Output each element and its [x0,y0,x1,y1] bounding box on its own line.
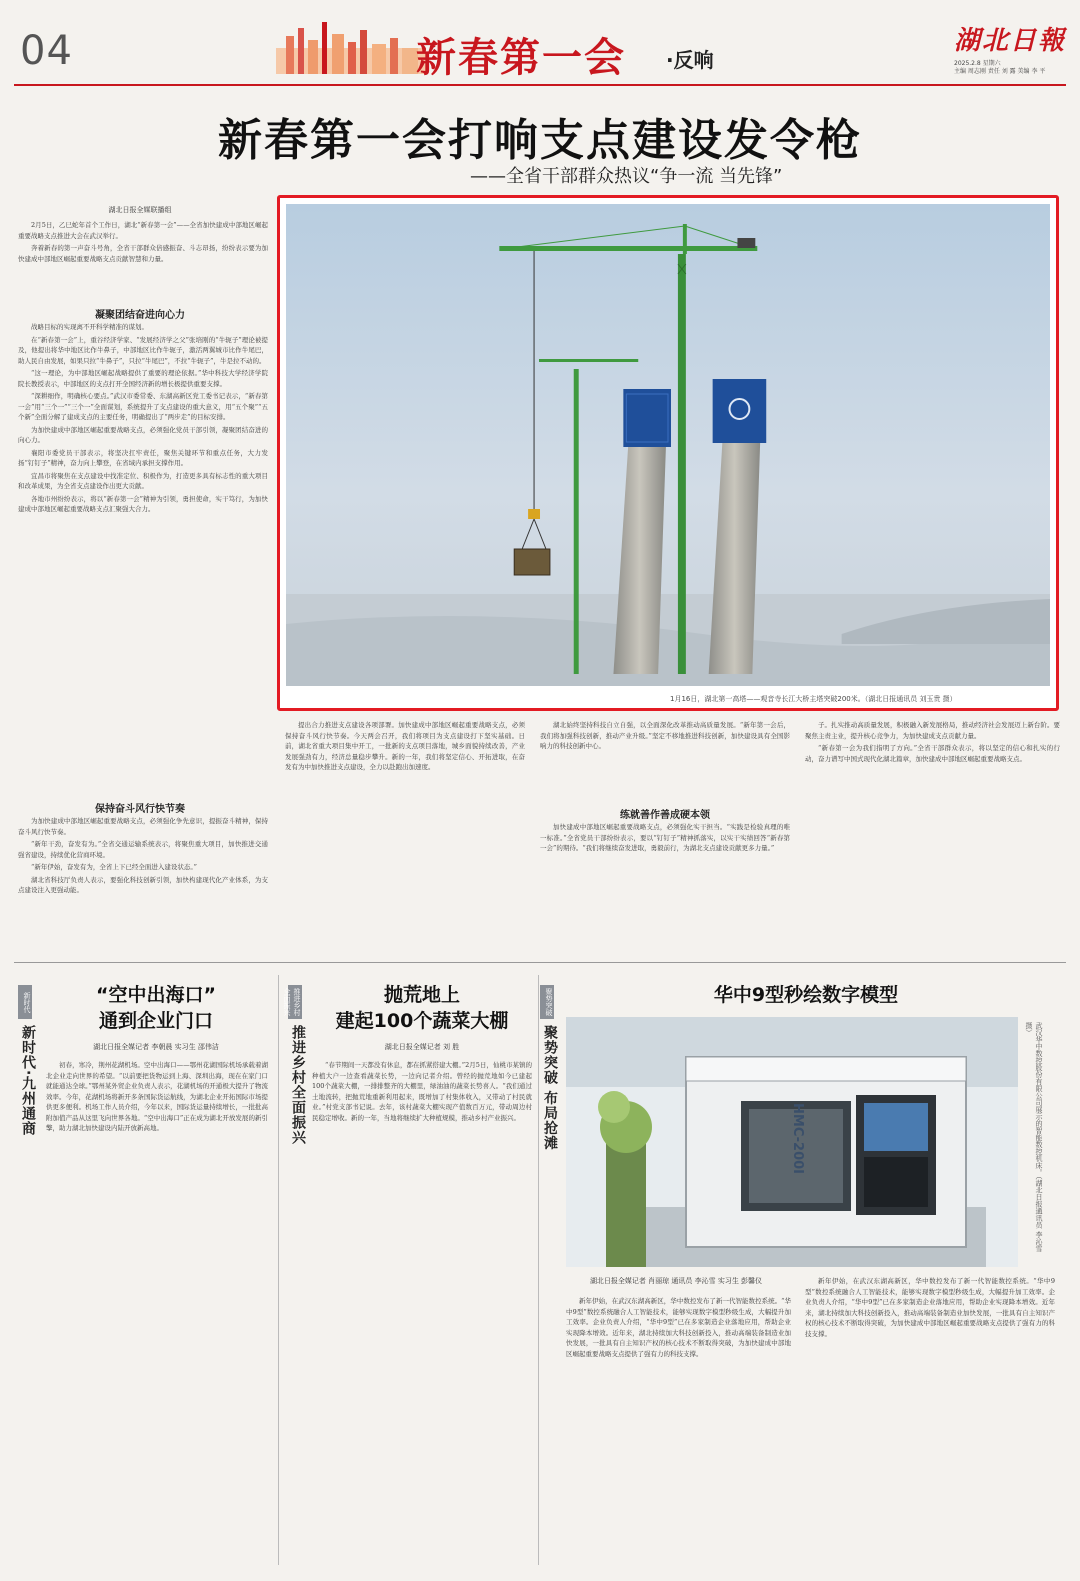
paragraph: 战略目标的实现离不开科学精准的谋划。 [31,323,148,331]
story-section-title: 聚势突破 布局抢滩 [542,1025,558,1151]
section-tag: 聚势突破 [540,985,554,1019]
photo-caption: 武汉华中数控股份有限公司展示的智能数控机床。（湖北日报通讯员 李沁雪 摄） [1025,1022,1043,1252]
story-section-title: 新时代·九州通商 [20,1025,36,1137]
story-byline: 湖北日报全媒记者 刘 胜 [384,1043,460,1051]
story-section-title: 推进乡村全面振兴 [290,1025,306,1145]
section-heading: 凝聚团结奋进向心力 [95,310,185,321]
title-line: “空中出海口” [96,984,216,1006]
paragraph: 湖北省科技厅负责人表示，要强化科技创新引领，加快构建现代化产业体系，为支点建设注入更强动能。 [18,875,268,894]
hero-caption: 1月16日，湖北第一高塔——观音寺长江大桥主塔突破200米。（湖北日报通讯员 刘玉贵 摄） [670,695,957,703]
left-byline: 湖北日报全媒联播组 [108,206,172,214]
section-tag: 推进乡村全面振兴 [288,985,302,1019]
paragraph: 提出合力推进支点建设各项部署。加快建成中部地区崛起重要战略支点，必须保持奋斗风行快节奏。今天两会召开，我们将项目为支点建设打下坚实基础。日前，湖北省重大项目集中开工，一批新的支点项目落地，城乡面貌持续改善，产业发展强劲有力，经济总量稳步攀升。新的一年，我们将坚定信心、开拓进取，在奋发有为中加快推进支点建设，全力以赴跑出加速度。 [285,721,525,771]
paragraph: 各地市州纷纷表示，将以“新春第一会”精神为引领，勇担使命，实干笃行，为加快建成中部地区崛起重要战略支点汇聚强大合力。 [18,494,268,513]
paragraph: “深耕细作，明确核心要点。”武汉市委常委、东湖高新区党工委书记表示，“新春第一会”用“三个一”“三个一”全面谋划，系统提升了支点建设的重大意义，用“五个聚”“五个新”全面分解了建成支点的主要任务，明确提出了“两步走”的目标安排。 [18,392,268,421]
column-divider [278,975,279,1565]
paragraph: “春节期间一天都没有休息，都在抓紧搭建大棚。”2月5日，仙桃市某镇的种植大户一边查看蔬菜长势，一边向记者介绍。曾经的抛荒地如今已建起100个蔬菜大棚，一排排整齐的大棚里，绿油油的蔬菜长势喜人。“我们通过土地流转，把抛荒地重新利用起来，既增加了村集体收入，又带动了村民就业。”村党支部书记说。去年，该村蔬菜大棚实现产值数百万元，带动周边村民稳定增收。新的一年，当地将继续扩大种植规模，推动乡村产业振兴。 [312,1061,532,1122]
story-body [46,1060,268,1560]
cnc-machine-photo [566,1017,1018,1267]
bridge-tower-illustration [286,204,1050,686]
page-number: 04 [20,28,73,74]
paragraph: 2月5日，乙巳蛇年首个工作日，湖北“新春第一会”——全省加快建成中部地区崛起重要战略支点推进大会在武汉举行。 [18,221,268,240]
mid-column-3 [805,720,1060,956]
story-body-continued [805,1276,1055,1560]
section-heading: 保持奋斗风行快节奏 [95,804,185,815]
mid-column-1 [285,720,525,956]
left-intro [18,220,268,300]
story-byline: 湖北日报全媒记者 李朝晨 实习生 邵伟洁 [93,1043,219,1051]
title-line: 通到企业门口 [98,1010,213,1032]
banner-title: 新春第一会 [416,35,626,81]
paragraph: 为加快建成中部地区崛起重要战略支点，必须强化党员干部引领，凝聚团结奋进的向心力。 [18,425,268,444]
section-heading: 练就善作善成硬本领 [620,810,710,821]
left-body-1 [18,322,268,792]
paragraph: “这一理论，为中部地区崛起战略提供了重要的理论依据。”华中科技大学经济学院院长教授表示，中部地区的支点打开全国经济新的增长极提供重要支撑。 [18,369,268,388]
story-title [312,982,532,1034]
masthead-date [954,60,1064,76]
paragraph: 在“新春第一会”上，重谷经济学家、“发展经济学之父”张培刚的“牛轭子”理论被提及，他提出将华中地区比作牛鼻子，中部地区比作牛轭子，激活两翼城市比作牛尾巴，助人民自由发展，如果只拉“牛鼻子”，只拉“牛尾巴”，不拉“牛轭子”，牛是拉不动的。 [18,335,268,365]
section-tag: 新时代 [18,985,32,1019]
story-body [312,1060,532,1560]
masthead-rule [14,84,1066,86]
paragraph: 加快建成中部地区崛起重要战略支点，必须强化实干担当。“实践是检验真理的唯一标准。”全省党员干部纷纷表示，要以“钉钉子”精神抓落实，以实干实绩回答“新春第一会”的期待。“我们将继续奋发进取，勇毅前行，为湖北支点建设贡献更多力量。” [540,823,790,852]
editors-line: 主编 周志刚 责任 刘 露 美编 李 平 [954,68,1046,75]
paragraph: 子。扎实推动高质量发展，积极融入新发展格局，推动经济社会发展迈上新台阶。要聚焦主责主业，提升核心竞争力，为加快建成支点贡献力量。 [805,721,1060,740]
paragraph: “新春第一会为我们指明了方向。”全省干部群众表示，将以坚定的信心和扎实的行动，奋力谱写中国式现代化湖北篇章，加快建成中部地区崛起重要战略支点。 [805,744,1060,763]
paragraph: “新年伊始，奋发有为，全省上下已经全面进入建设状态。” [31,863,197,871]
title-line: 建起100个蔬菜大棚 [335,1010,509,1032]
skyline-graphic [276,18,426,74]
paragraph: 新年伊始，在武汉东湖高新区，华中数控发布了新一代智能数控系统。“华中9型”数控系统融合人工智能技术，能够实现数字模型秒级生成，大幅提升加工效率。企业负责人介绍，“华中9型”已在多家制造企业落地应用，帮助企业实现降本增效。近年来，湖北持续加大科技创新投入，推动高端装备制造业加快发展，一批具有自主知识产权的核心技术不断取得突破，为加快建成中部地区崛起重要战略支点提供了强有力的科技支撑。 [566,1297,791,1358]
column-divider [538,975,539,1565]
paragraph: 襄阳市委党员干部表示，将坚决扛牢责任，聚焦关键环节和重点任务，大力发扬“钉钉子”精神，奋力向上攀登，在省域内承担支撑作用。 [18,448,268,467]
story-byline: 湖北日报全媒记者 肖丽琼 通讯员 李沁雪 实习生 彭馨仪 [589,1277,763,1285]
masthead [14,10,1066,82]
paragraph: 宜昌市将聚焦在支点建设中找准定位、积极作为，打造更多具有标志性的重大项目和改革成果，为全省支点建设作出更大贡献。 [18,471,268,490]
main-headline: 新春第一会打响支点建设发令枪 [218,115,862,166]
paragraph: 奔着新春的第一声奋斗号角，全省干部群众倍感振奋、斗志昂扬，纷纷表示要为加快建成中部地区崛起重要战略支点贡献智慧和力量。 [18,244,268,263]
bridge-tower-photo [286,204,1050,686]
paragraph: “新年干劲，奋发有为。”全省交通运输系统表示，将聚焦重大项目，加快推进交通强省建设，持续优化营商环境。 [18,840,268,859]
story-title [46,982,266,1034]
paragraph: 湖北始终坚持科技自立自强，以全面深化改革推动高质量发展。“新年第一会后，我们将加强科技创新，推动产业升级。”坚定不移地推进科技创新，加快建设具有全国影响力的科技创新中心。 [540,721,790,750]
newspaper-logo: 湖北日報 [954,26,1067,56]
mid-column-2 [540,720,790,798]
title-line: 抛荒地上 [383,984,460,1006]
main-subheadline: ——全省干部群众热议“争一流 当先锋” [470,166,783,187]
section-divider [14,962,1066,963]
left-body-2 [18,816,268,956]
mid-column-2b [540,822,790,956]
machine-model-label: HMC-200I [790,1103,805,1175]
story-body [566,1296,791,1560]
paragraph: 新年伊始，在武汉东湖高新区，华中数控发布了新一代智能数控系统。“华中9型”数控系统融合人工智能技术，能够实现数字模型秒级生成，大幅提升加工效率。企业负责人介绍，“华中9型”已在多家制造企业落地应用，帮助企业实现降本增效。近年来，湖北持续加大科技创新投入，推动高端装备制造业加快发展，一批具有自主知识产权的核心技术不断取得突破，为加快建成中部地区崛起重要战略支点提供了强有力的科技支撑。 [805,1277,1055,1338]
paragraph: 初春，寒冷，荆州花湖机场。空中出海口——鄂州花湖国际机场承载着湖北企业走向世界的希望。“以前要把货物运到上海、深圳出海，现在在家门口就能通达全球。”鄂州某外贸企业负责人表示，花湖机场的开通极大提升了物流效率。今年，花湖机场将新开多条国际货运航线，为湖北企业开拓国际市场提供更多便利。机场工作人员介绍，今年以来，国际货运量持续增长，一批批高附加值产品从这里飞向世界各地。“空中出海口”正在成为湖北开放发展的新引擎，助力湖北加快建设内陆开放新高地。 [46,1061,268,1132]
hero-photo-frame[interactable] [277,195,1059,711]
date-line: 2025.2.8 星期六 [954,60,1001,67]
banner-subtitle: ·反响 [666,48,714,72]
story-title: 华中9型秒绘数字模型 [713,984,899,1006]
paragraph: 为加快建成中部地区崛起重要战略支点，必须强化争先意识，提振奋斗精神，保持奋斗风行快节奏。 [18,817,268,836]
